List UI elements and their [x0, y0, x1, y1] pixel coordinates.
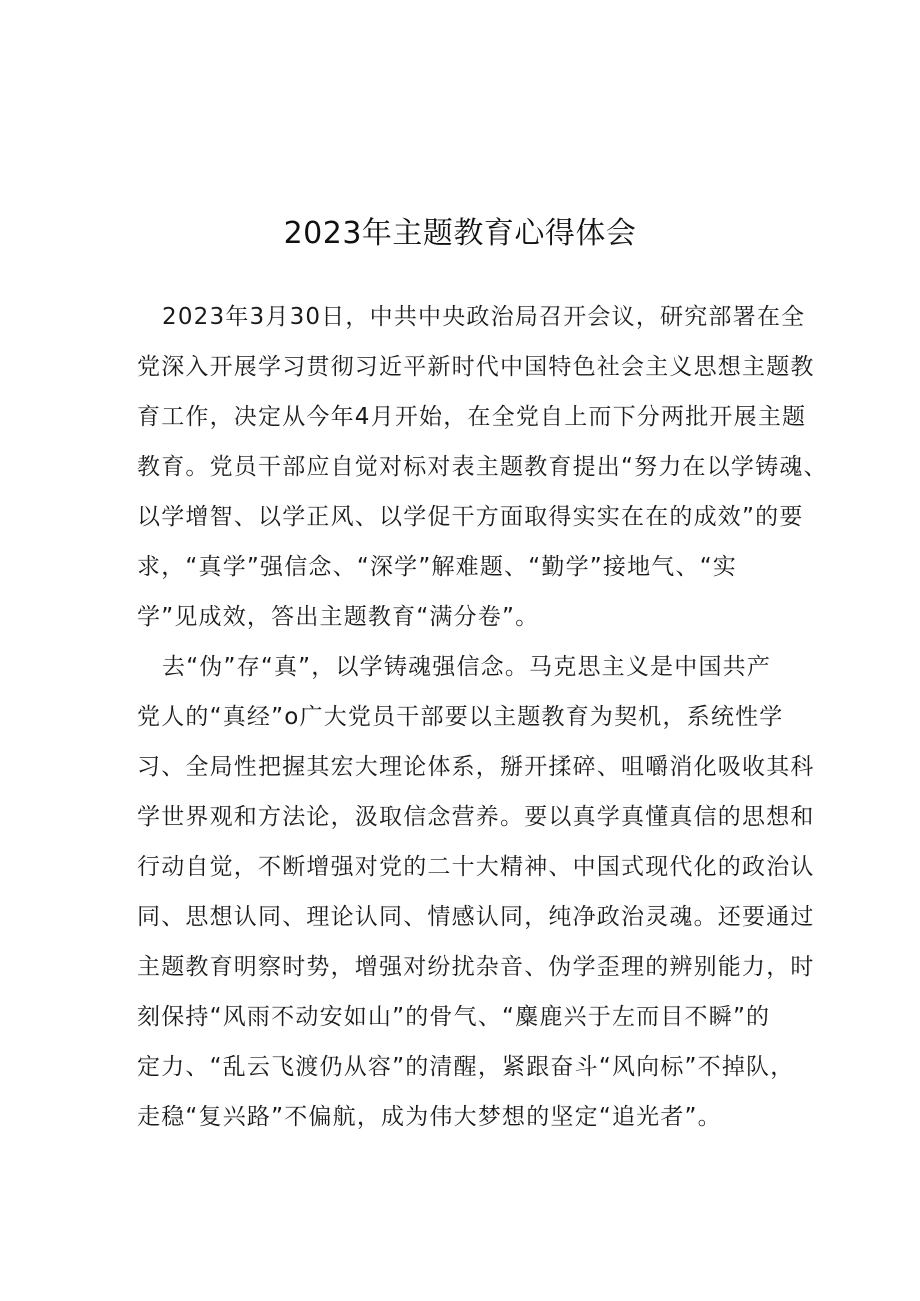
paragraph-2 — [137, 642, 815, 1142]
paragraph-line: 走稳“复兴路”不偏航，成为伟大梦想的坚定“追光者”。 — [137, 1104, 722, 1130]
paragraph-1 — [137, 292, 828, 642]
paragraph-line: 育工作，决定从今年4月开始，在全党自上而下分两批开展主题 — [137, 404, 807, 430]
paragraph-line: 党深入开展学习贯彻习近平新时代中国特色社会主义思想主题教 — [137, 354, 815, 380]
paragraph-line: 去“伪”存“真”，以学铸魂强信念。马克思主义是中国共产 — [162, 654, 772, 680]
paragraph-line: 学世界观和方法论，汲取信念营养。要以真学真懂真信的思想和 — [137, 804, 815, 830]
paragraph-line: 刻保持“风雨不动安如山”的骨气、“麋鹿兴于左而目不瞬”的 — [137, 1004, 771, 1030]
paragraph-line: 求，“真学”强信念、“深学”解难题、“勤学”接地气、“实 — [137, 554, 738, 580]
paragraph-line: 学”见成效，答出主题教育“满分卷”。 — [137, 604, 540, 630]
paragraph-line: 以学增智、以学正风、以学促干方面取得实实在在的成效”的要 — [137, 504, 804, 530]
paragraph-line: 习、全局性把握其宏大理论体系，掰开揉碎、咀嚼消化吸收其科 — [137, 754, 815, 780]
paragraph-line: 同、思想认同、理论认同、情感认同，纯净政治灵魂。还要通过 — [137, 904, 815, 930]
document-body — [137, 292, 828, 1142]
document-title: 2023年主题教育心得体会 — [283, 216, 637, 251]
paragraph-line: 定力、“乱云飞渡仍从容”的清醒，紧跟奋斗“风向标”不掉队， — [137, 1054, 795, 1080]
paragraph-line: 主题教育明察时势，增强对纷扰杂音、伪学歪理的辨别能力，时 — [137, 954, 815, 980]
paragraph-line: 2023年3月30日，中共中央政治局召开会议，研究部署在全 — [162, 304, 806, 330]
paragraph-line: 教育。党员干部应自觉对标对表主题教育提出“努力在以学铸魂、 — [137, 454, 828, 480]
paragraph-line: 党人的“真经”o广大党员干部要以主题教育为契机，系统性学 — [137, 704, 784, 730]
paragraph-line: 行动自觉，不断增强对党的二十大精神、中国式现代化的政治认 — [137, 854, 815, 880]
